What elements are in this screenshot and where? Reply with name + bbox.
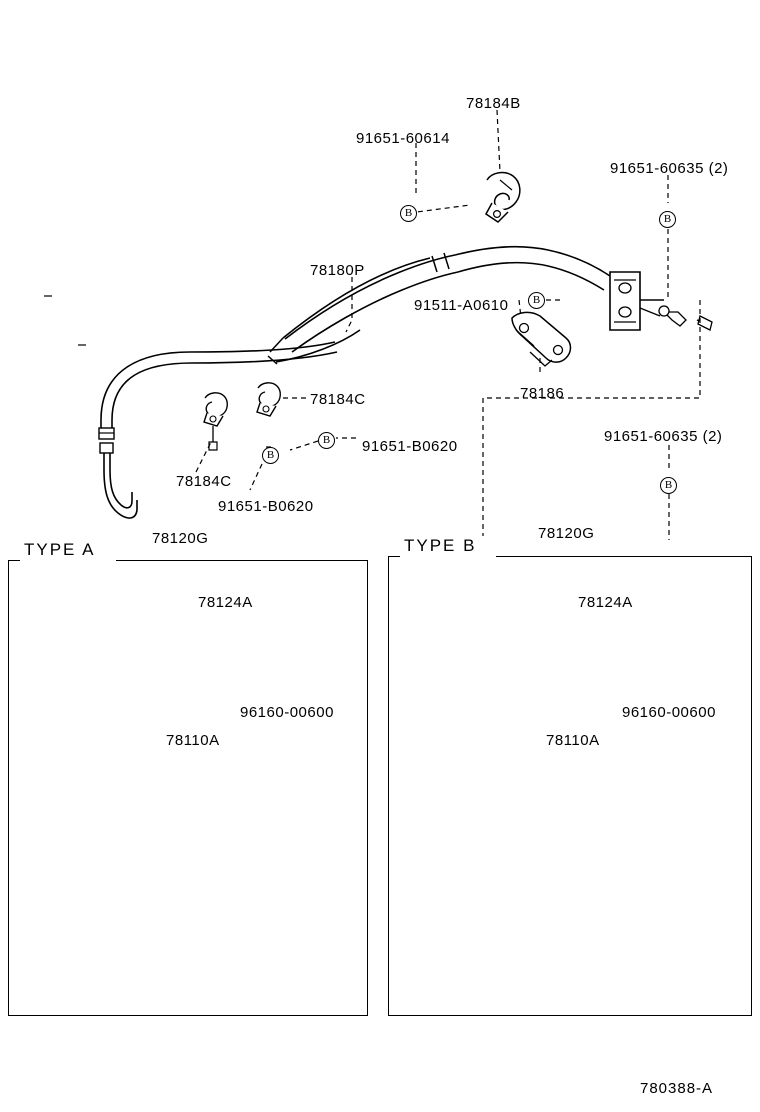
callout-78120g-b: 78120G: [538, 525, 595, 542]
bolt-marker-icon-3: B: [528, 292, 545, 309]
bolt-marker-icon-4: B: [318, 432, 335, 449]
callout-78120g-a: 78120G: [152, 530, 209, 547]
diagram-code: 780388-A: [640, 1080, 714, 1097]
bolt-marker-icon-6: B: [660, 477, 677, 494]
callout-78180p: 78180P: [310, 262, 365, 279]
bolt-marker-icon-5: B: [262, 447, 279, 464]
callout-78184b: 78184B: [466, 95, 521, 112]
callout-91651-b0620-left: 91651-B0620: [218, 498, 314, 515]
bolt-marker-icon-2: B: [659, 211, 676, 228]
callout-91651-60614: 91651-60614: [356, 130, 450, 147]
type-b-title: TYPE B: [404, 536, 477, 555]
callout-78124a-b: 78124A: [578, 594, 633, 611]
callout-78186: 78186: [520, 385, 565, 402]
callout-78110a-b: 78110A: [546, 732, 600, 749]
callout-96160-00600-b: 96160-00600: [622, 704, 716, 721]
callout-78110a-a: 78110A: [166, 732, 220, 749]
callout-78184c-left: 78184C: [176, 473, 232, 490]
type-a-panel: [8, 560, 368, 1016]
callout-78184c-right: 78184C: [310, 391, 366, 408]
callout-91511-a0610: 91511-A0610: [414, 297, 509, 314]
callout-91651-60635-top: 91651-60635 (2): [610, 160, 729, 177]
callout-91651-60635-mid: 91651-60635 (2): [604, 428, 723, 445]
callout-78124a-a: 78124A: [198, 594, 253, 611]
callout-91651-b0620-right: 91651-B0620: [362, 438, 458, 455]
type-a-title: TYPE A: [24, 540, 96, 559]
type-b-panel: [388, 556, 752, 1016]
bolt-marker-icon-1: B: [400, 205, 417, 222]
callout-96160-00600-a: 96160-00600: [240, 704, 334, 721]
